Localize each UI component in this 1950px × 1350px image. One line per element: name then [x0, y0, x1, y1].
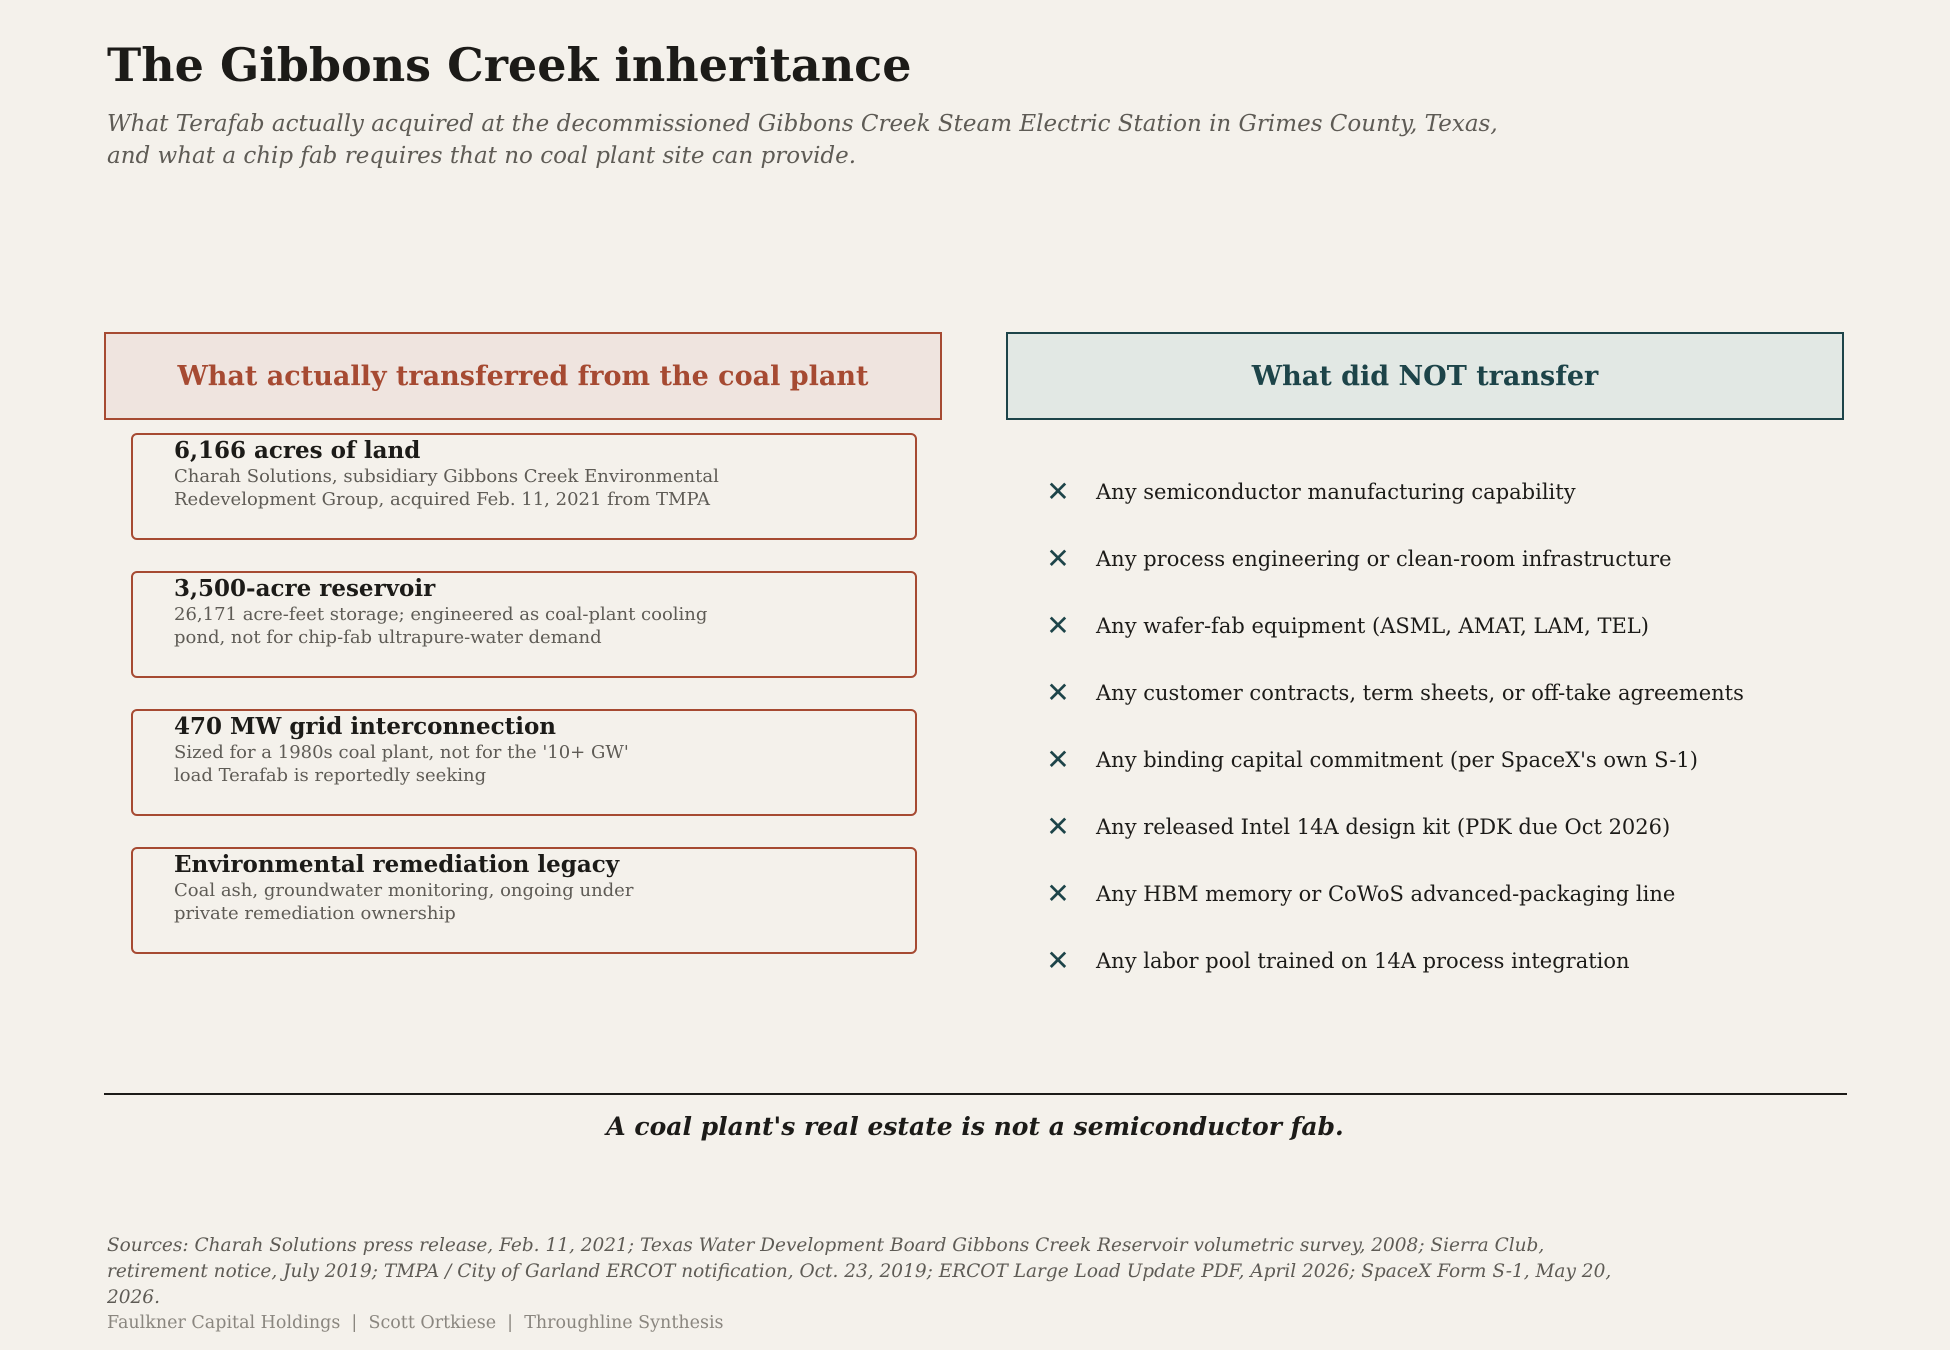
not-transferred-item-text: Any wafer-fab equipment (ASML, AMAT, LAM, TEL) — [1096, 614, 1649, 638]
credits-line: Faulkner Capital Holdings | Scott Ortkiese | Throughline Synthesis — [107, 1313, 724, 1333]
card-description-line: 26,171 acre-feet storage; engineered as coal-plant cooling — [174, 604, 708, 625]
card-description — [174, 741, 629, 787]
card-description — [174, 603, 707, 649]
card-description — [174, 879, 633, 925]
x-mark-icon: ✕ — [1046, 542, 1070, 575]
not-transferred-item — [1044, 879, 1675, 909]
not-transferred-item — [1044, 946, 1630, 976]
subtitle-line: What Terafab actually acquired at the decommissioned Gibbons Creek Steam Electric Station in Grimes County, Texas, — [107, 111, 1498, 137]
conclusion-statement: A coal plant's real estate is not a semiconductor fab. — [606, 1112, 1344, 1141]
card-description — [174, 465, 719, 511]
not-transferred-item — [1044, 745, 1698, 775]
x-mark-icon: ✕ — [1046, 609, 1070, 642]
not-transferred-item — [1044, 544, 1672, 574]
not-transferred-item-text: Any labor pool trained on 14A process integration — [1096, 949, 1630, 973]
not-transferred-item-text: Any customer contracts, term sheets, or off-take agreements — [1096, 681, 1744, 705]
not-transferred-item-text: Any process engineering or clean-room infrastructure — [1096, 547, 1672, 571]
not-transferred-item — [1044, 812, 1670, 842]
transferred-item-card — [131, 571, 917, 678]
not-transferred-item-text: Any semiconductor manufacturing capability — [1096, 480, 1576, 504]
not-transferred-panel-heading: What did NOT transfer — [1006, 332, 1844, 420]
sources-note — [107, 1233, 1707, 1311]
x-mark-icon: ✕ — [1046, 676, 1070, 709]
divider — [104, 1093, 1847, 1095]
card-description-line: Sized for a 1980s coal plant, not for the '10+ GW' — [174, 742, 629, 763]
not-transferred-item-text: Any binding capital commitment (per SpaceX's own S-1) — [1096, 748, 1698, 772]
subtitle-line: and what a chip fab requires that no coal plant site can provide. — [107, 143, 857, 169]
card-description-line: pond, not for chip-fab ultrapure-water demand — [174, 627, 602, 648]
not-transferred-item — [1044, 678, 1744, 708]
card-description-line: Redevelopment Group, acquired Feb. 11, 2021 from TMPA — [174, 489, 710, 510]
x-mark-icon: ✕ — [1046, 877, 1070, 910]
card-description-line: private remediation ownership — [174, 903, 456, 924]
not-transferred-item-text: Any released Intel 14A design kit (PDK due Oct 2026) — [1096, 815, 1671, 839]
x-mark-icon: ✕ — [1046, 475, 1070, 508]
card-title: 6,166 acres of land — [174, 437, 421, 464]
sources-line: retirement notice, July 2019; TMPA / City of Garland ERCOT notification, Oct. 23, 2019; ERCOT Large Load Update PDF, April 2026; SpaceX Form S-1, May 20, — [107, 1261, 1612, 1282]
not-transferred-item — [1044, 611, 1649, 641]
transferred-item-card — [131, 433, 917, 540]
card-description-line: Charah Solutions, subsidiary Gibbons Creek Environmental — [174, 466, 719, 487]
card-title: Environmental remediation legacy — [174, 851, 620, 878]
transferred-item-card — [131, 847, 917, 954]
card-description-line: Coal ash, groundwater monitoring, ongoing under — [174, 880, 634, 901]
page-subtitle — [107, 108, 1667, 172]
x-mark-icon: ✕ — [1046, 944, 1070, 977]
not-transferred-item-text: Any HBM memory or CoWoS advanced-packaging line — [1096, 882, 1676, 906]
x-mark-icon: ✕ — [1046, 810, 1070, 843]
transferred-item-card — [131, 709, 917, 816]
card-title: 470 MW grid interconnection — [174, 713, 557, 740]
transferred-panel-heading: What actually transferred from the coal plant — [104, 332, 942, 420]
sources-line: Sources: Charah Solutions press release, Feb. 11, 2021; Texas Water Development Board Gibbons Creek Reservoir volumetric survey, 2008; Sierra Club, — [107, 1235, 1545, 1256]
sources-line: 2026. — [107, 1287, 160, 1308]
card-title: 3,500-acre reservoir — [174, 575, 436, 602]
x-mark-icon: ✕ — [1046, 743, 1070, 776]
page-title: The Gibbons Creek inheritance — [107, 38, 912, 92]
not-transferred-item — [1044, 477, 1576, 507]
card-description-line: load Terafab is reportedly seeking — [174, 765, 487, 786]
